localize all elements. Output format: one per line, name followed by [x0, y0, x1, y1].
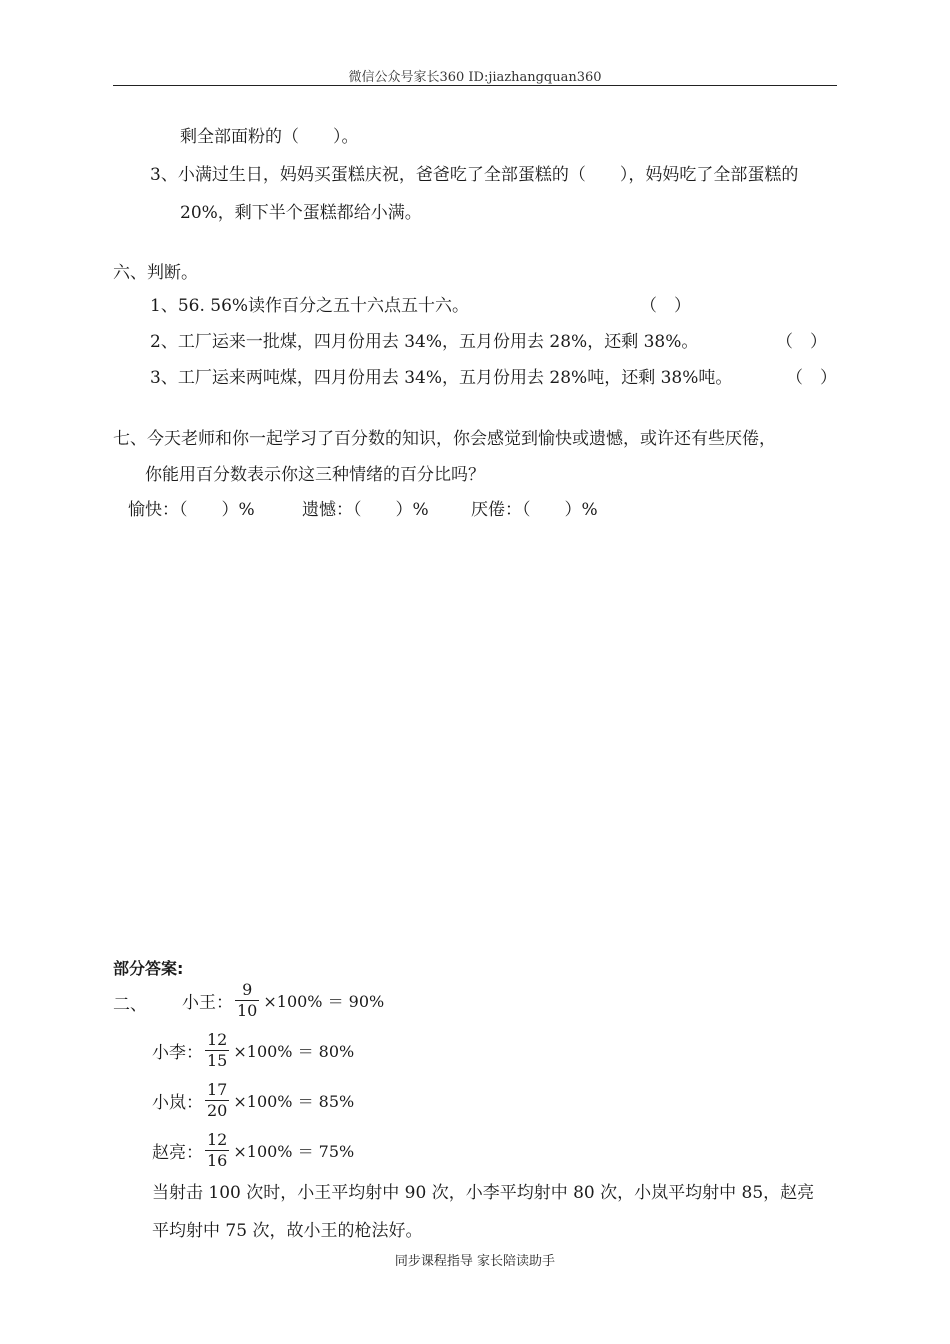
answers-section-label: 二、: [113, 995, 147, 1015]
s6-item-1-bracket: （ ）: [640, 296, 691, 316]
s6-item-3-bracket: （ ）: [786, 368, 837, 388]
numerator: 12: [207, 1130, 228, 1149]
answer-row-zhaoliang: [152, 1130, 354, 1171]
s7-answer-bored: 厌倦：（ ）%: [471, 500, 598, 520]
answer-name: 小王：: [182, 993, 233, 1013]
numerator: 17: [207, 1080, 228, 1099]
s7-line1: 七、今天老师和你一起学习了百分数的知识，你会感觉到愉快或遗憾，或许还有些厌倦，: [113, 429, 776, 449]
s6-item-1: 1、56. 56%读作百分之五十六点五十六。: [150, 296, 470, 316]
answer-row-xiaolan: [152, 1080, 354, 1121]
s7-answer-regret: 遗憾：（ ）%: [302, 500, 429, 520]
numerator: 9: [242, 980, 253, 999]
fraction: [205, 1130, 229, 1171]
s5-item3-line1: 3、小满过生日，妈妈买蛋糕庆祝，爸爸吃了全部蛋糕的（ ），妈妈吃了全部蛋糕的: [150, 165, 799, 185]
s6-item-3: 3、工厂运来两吨煤，四月份用去 34%，五月份用去 28%吨，还剩 38%吨。: [150, 368, 733, 388]
s7-answer-happy: 愉快：（ ）%: [128, 500, 255, 520]
answer-name: 小岚：: [152, 1093, 203, 1113]
denominator: 20: [207, 1101, 228, 1120]
fraction: [205, 1080, 229, 1121]
denominator: 16: [207, 1151, 228, 1170]
answer-expression: ×100% ＝ 75%: [233, 1142, 355, 1161]
numerator: 12: [207, 1030, 228, 1049]
answer-expression: ×100% ＝ 85%: [233, 1092, 355, 1111]
s5-line-a: 剩全部面粉的（ ）。: [180, 127, 359, 147]
denominator: 10: [237, 1001, 258, 1020]
answers-conclusion-line2: 平均射中 75 次，故小王的枪法好。: [152, 1221, 423, 1241]
page-header: 微信公众号家长360 ID:jiazhangquan360: [348, 70, 602, 85]
page-footer: 同步课程指导 家长陪读助手: [394, 1254, 556, 1269]
s6-item-2-bracket: （ ）: [776, 332, 827, 352]
answer-row-xiaoli: [152, 1030, 354, 1071]
header-divider: [113, 85, 837, 86]
s6-item-2: 2、工厂运来一批煤，四月份用去 34%，五月份用去 28%，还剩 38%。: [150, 332, 699, 352]
fraction: [235, 980, 259, 1021]
answer-name: 赵亮：: [152, 1143, 203, 1163]
answer-expression: ×100% ＝ 90%: [263, 992, 385, 1011]
answers-title: 部分答案:: [113, 959, 184, 978]
fraction: [205, 1030, 229, 1071]
s5-item3-line2: 20%，剩下半个蛋糕都给小满。: [180, 203, 422, 223]
s7-line2: 你能用百分数表示你这三种情绪的百分比吗？: [145, 465, 485, 485]
answer-row-xiaowang: [182, 980, 384, 1021]
s6-title: 六、判断。: [113, 263, 198, 283]
answer-expression: ×100% ＝ 80%: [233, 1042, 355, 1061]
answers-conclusion-line1: 当射击 100 次时，小王平均射中 90 次，小李平均射中 80 次，小岚平均射中 85，赵亮: [152, 1183, 815, 1203]
denominator: 15: [207, 1051, 228, 1070]
answer-name: 小李：: [152, 1043, 203, 1063]
